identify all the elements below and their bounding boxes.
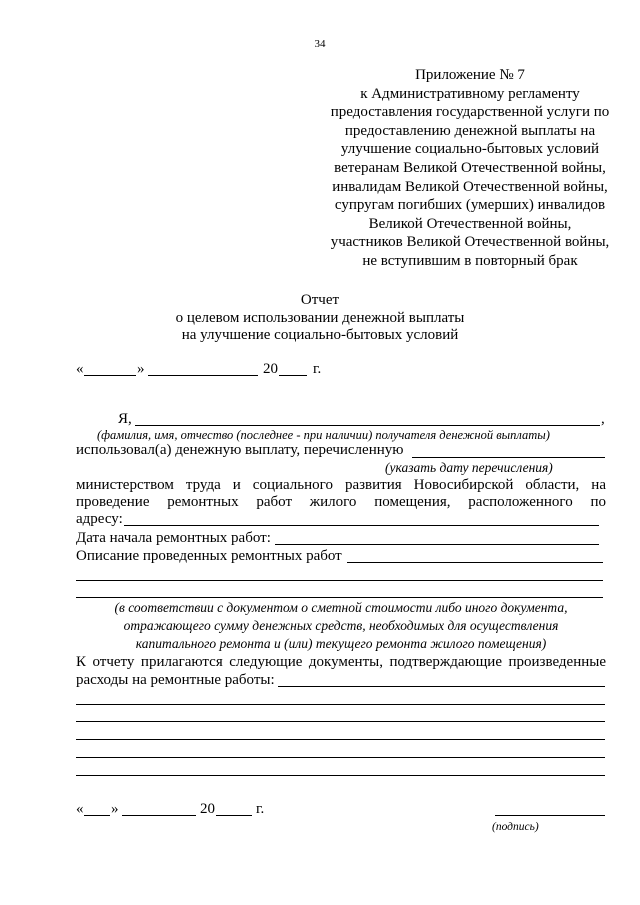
date2-year-prefix: 20 (200, 801, 215, 817)
address-field[interactable] (124, 525, 599, 526)
transfer-date-field[interactable] (412, 457, 605, 458)
date2-quote-open: « (76, 801, 84, 817)
fio-comma: , (601, 411, 605, 427)
title-line: на улучшение социально-бытовых условий (181, 327, 459, 343)
annex-line: ветеранам Великой Отечественной войны, (334, 159, 606, 176)
date2-month-field[interactable] (122, 815, 196, 816)
estimate-hint-line: капитального ремонта и (или) текущего ремонта жилого помещения) (135, 636, 547, 651)
date2-year-suffix: г. (256, 801, 265, 817)
annex-line: супругам погибших (умерших) инвалидов (334, 197, 606, 214)
attachments-line[interactable] (76, 721, 605, 722)
date1-quote-open: « (76, 361, 84, 377)
attachments-line[interactable] (76, 704, 605, 705)
attachments-line-2: расходы на ремонтные работы: (76, 672, 275, 688)
date1-quote-close: » (137, 361, 145, 377)
document-title (0, 292, 640, 345)
annex-line: предоставлению денежной выплаты на (344, 122, 596, 139)
date2-quote-close: » (111, 801, 119, 817)
signature-field[interactable] (495, 815, 605, 816)
description-line[interactable] (76, 580, 603, 581)
estimate-hint-line: отражающего сумму денежных средств, необходимых для осуществления (123, 618, 559, 633)
annex-line: улучшение социально-бытовых условий (340, 141, 600, 158)
annex-line: не вступившим в повторный брак (362, 252, 578, 269)
address-label: адресу: (76, 511, 123, 527)
estimate-hint (76, 599, 606, 653)
annex-line: Великой Отечественной войны, (368, 215, 572, 232)
fio-hint: (фамилия, имя, отчество (последнее - при наличии) получателя денежной выплаты) (97, 428, 550, 442)
description-label: Описание проведенных ремонтных работ (76, 548, 342, 564)
transfer-hint: (указать дату перечисления) (385, 460, 553, 475)
attachments-line[interactable] (76, 739, 605, 740)
description-field[interactable] (347, 562, 603, 563)
ministry-line-1: министерством труда и социального развития Новосибирской области, на (76, 477, 606, 493)
date1-year-field[interactable] (279, 375, 307, 376)
attachments-line-1: К отчету прилагаются следующие документы, подтверждающие произведенные (76, 654, 606, 670)
fio-field[interactable] (135, 425, 600, 426)
attachments-field[interactable] (278, 686, 605, 687)
date1-day-field[interactable] (84, 375, 136, 376)
signature-hint: (подпись) (492, 821, 539, 833)
description-line[interactable] (76, 597, 603, 598)
annex-line: предоставления государственной услуги по (330, 104, 610, 121)
date1-year-suffix: г. (313, 361, 322, 377)
attachments-line[interactable] (76, 757, 605, 758)
annex-header (300, 66, 640, 271)
date2-year-field[interactable] (216, 815, 252, 816)
used-payment-text: использовал(а) денежную выплату, перечисленную (76, 442, 404, 458)
annex-line: к Административному регламенту (360, 85, 580, 102)
annex-line: участников Великой Отечественной войны, (330, 234, 610, 251)
date2-day-field[interactable] (84, 815, 110, 816)
date1-month-field[interactable] (148, 375, 258, 376)
estimate-hint-line: (в соответствии с документом о сметной стоимости либо иного документа, (114, 600, 568, 615)
i-label: Я, (118, 411, 132, 427)
date1-year-prefix: 20 (263, 361, 278, 377)
start-date-field[interactable] (275, 544, 599, 545)
ministry-line-2: проведение ремонтных работ жилого помещения, расположенного по (76, 494, 606, 510)
title-line: о целевом использовании денежной выплаты (175, 309, 465, 326)
title-line: Отчет (300, 292, 340, 308)
start-date-label: Дата начала ремонтных работ: (76, 530, 271, 546)
annex-line: Приложение № 7 (415, 67, 525, 83)
attachments-line[interactable] (76, 775, 605, 776)
page-number: 34 (314, 38, 326, 50)
annex-line: инвалидам Великой Отечественной войны, (332, 178, 608, 195)
